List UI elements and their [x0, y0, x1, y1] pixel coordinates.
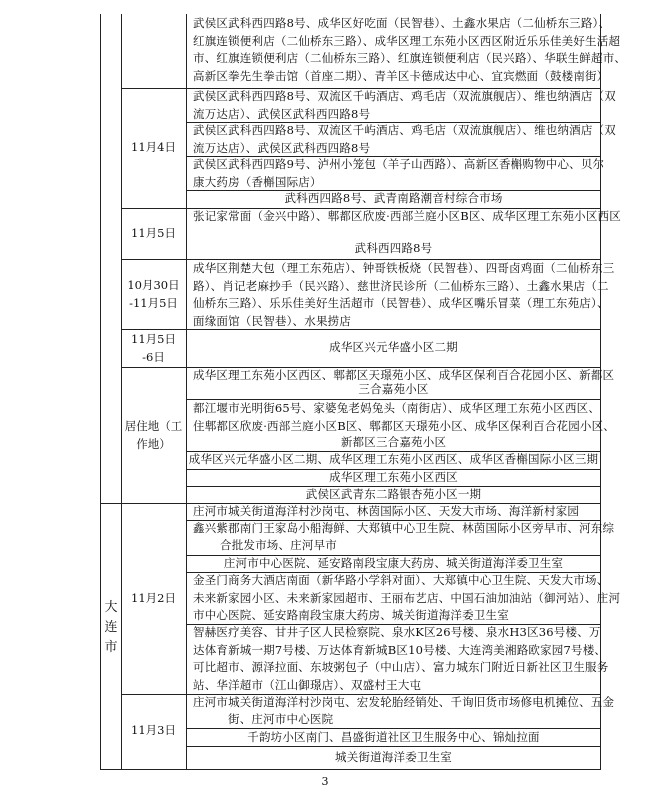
text-line: 鑫兴紫郡南门王家岛小船海鲜、大郑镇中心卫生院、林茵国际小区旁早市、河东综: [193, 521, 615, 535]
text-line: 可比超市、源泽拉面、东坡粥包子（中山店）、富力城东门附近日新社区卫生服务: [193, 660, 609, 675]
place-list-cell: [193, 156, 604, 191]
date-label: 11月4日: [131, 140, 176, 154]
text-line: 康大药房（香槲国际店）: [193, 174, 322, 189]
text-line: 红旗连锁便利店（二仙桥东三路）、成华区理工东苑小区西区附近乐乐佳美好生活超: [193, 33, 621, 48]
text-line: 武侯区武科西四路8号、双流区千屿酒店、鸡毛店（双流旗舰店）、维也纳酒店（双: [193, 123, 616, 137]
label-line: 作地）: [136, 436, 171, 451]
place-list-cell: [186, 339, 601, 357]
residence-label: [121, 418, 186, 453]
text-line: 高新区拳先生拳击馆（首座二期）、青羊区卡德成达中心、宜宾燃面（鼓楼南街）: [193, 68, 609, 83]
text-line: 武科西四路8号、武青南路潮音村综合市场: [284, 191, 503, 205]
city-char: 大: [104, 600, 118, 615]
text-line: 达体育新城一期7号楼、万达体育新城B区10号楼、大连湾美湘路欧家园7号楼、: [193, 642, 607, 657]
place-list-cell: [220, 537, 337, 555]
text-line: 武科西四路8号: [354, 241, 433, 255]
date-label: 11月3日: [131, 723, 176, 737]
place-list-cell: [186, 451, 601, 469]
label-line: 居住地（工: [124, 419, 183, 433]
text-line: 住郫都区欣废·西部兰庭小区B区、郫都区天璟苑小区、成华区保利百合花园小区、: [193, 418, 616, 433]
text-line: 成华区理工东苑小区西区、郫都区天璟苑小区、成华区保利百合花园小区、新都区: [193, 368, 615, 382]
city-char: 市: [104, 640, 118, 655]
date-label: 11月2日: [131, 591, 176, 605]
place-list-cell: [193, 208, 621, 226]
text-line: 都江堰市光明街65号、家婆兔老妈兔头（南街店）、成华区理工东苑小区西区、: [193, 401, 601, 415]
text-line: 街、庄河市中心医院: [228, 712, 334, 726]
text-line: 站、华洋超市（江山御璟店）、双盛村王大屯: [193, 677, 422, 692]
place-list-cell: [186, 486, 601, 504]
place-list-cell: [186, 240, 601, 258]
date-label: [121, 277, 186, 312]
text-line: 面缘面馆（民智巷）、水果捞店: [193, 313, 352, 328]
text-line: 成华区兴元华盛小区二期、成华区理工东苑小区西区、成华区香槲国际小区三期: [188, 452, 599, 466]
place-list-cell: [193, 260, 614, 330]
text-line: 武侯区武科西四路8号、成华区好吃面（民智巷）、土鑫水果店（二仙桥东三路）、: [193, 16, 611, 30]
place-list-cell: [186, 729, 601, 747]
place-list-cell: [186, 190, 601, 208]
place-list-cell: [193, 15, 626, 85]
city-char: 连: [104, 620, 118, 635]
text-line: 仙桥东三路）、乐乐佳美好生活超市（民智巷）、成华区嘴乐冒菜（理工东苑店）、: [193, 296, 609, 311]
text-line: 成华区兴元华盛小区二期: [329, 340, 458, 354]
place-list-cell: [193, 624, 608, 694]
place-list-cell: [228, 711, 333, 729]
date-line: -6日: [142, 349, 165, 364]
page-number: 3: [321, 775, 329, 788]
text-line: 流万达店）、武侯区武科西四路8号: [193, 106, 371, 121]
table-border-bottom: [100, 769, 601, 770]
place-list-cell: [186, 434, 601, 452]
date-label: [121, 331, 186, 366]
text-line: 成华区理工东苑小区西区: [329, 470, 458, 484]
text-line: 庄河市城关街道海洋村沙岗屯、宏发轮胎经销处、千询旧货市场修电机摊位、五金: [193, 695, 615, 709]
place-list-cell: [193, 122, 616, 157]
text-line: 新都区三合嘉苑小区: [340, 435, 447, 449]
text-line: 市中心医院、延安路南段宝康大药房、城关街道海洋委卫生室: [193, 608, 509, 623]
column-divider-city: [121, 14, 122, 770]
text-line: 未来新家园小区、未来新家园超市、王丽布艺店、中国石油加油站（御河站）、庄河: [193, 590, 621, 605]
text-line: 城关街道海洋委卫生室: [335, 750, 452, 764]
text-line: 智赫医疗美容、甘井子区人民检察院、泉水K区26号楼、泉水H3区36号楼、万: [193, 625, 601, 639]
place-list-cell: [186, 749, 601, 767]
place-list-cell: [193, 88, 616, 123]
text-line: 金圣门商务大酒店南面（新华路小学斜对面）、大郑镇中心卫生院、天发大市场、: [193, 573, 609, 587]
city-label: [101, 598, 121, 658]
date-line: 11月5日: [131, 332, 176, 346]
place-list-cell: [193, 520, 614, 538]
place-list-cell: [186, 555, 601, 573]
date-line: -11月5日: [129, 295, 178, 310]
text-line: 武侯区武科西四路8号、双流区千屿酒店、鸡毛店（双流旗舰店）、维也纳酒店（双: [193, 89, 616, 103]
text-line: 成华区荆楚大包（理工东苑店）、钟哥铁板烧（民智巷）、四哥卤鸡面（二仙桥东三: [193, 261, 615, 275]
place-list-cell: [193, 572, 620, 625]
place-list-cell: [193, 694, 614, 712]
text-line: 武侯区武青东二路银杏苑小区一期: [305, 487, 482, 501]
text-line: 庄河市中心医院、延安路南段宝康大药房、城关街道海洋委卫生室: [223, 556, 564, 570]
text-line: 张记家常面（金兴中路）、郫都区欣废·西部兰庭小区B区、成华区理工东苑小区西区: [193, 209, 621, 223]
place-list-cell: [186, 469, 601, 487]
text-line: 三合嘉苑小区: [358, 382, 429, 396]
text-line: 市、红旗连锁便利店（二仙桥东三路）、红旗连锁便利店（民兴路）、华联生鲜超市、: [193, 51, 627, 66]
text-line: 庄河市城关街道海洋村沙岗屯、林茵国际小区、天发大市场、海洋新村家园: [193, 504, 580, 518]
date-label: 11月5日: [131, 226, 176, 240]
text-line: 合批发市场、庄河早市: [220, 538, 337, 552]
text-line: 流万达店）、武侯区武科西四路8号: [193, 140, 371, 155]
place-list-cell: [186, 381, 601, 399]
text-line: 千韵坊小区南门、昌盛街道社区卫生服务中心、锦灿拉面: [247, 730, 540, 744]
place-list-cell: [193, 400, 615, 435]
text-line: 路）、肖记老麻抄手（民兴路）、慈世济民诊所（二仙桥东三路）、土鑫水果店（二: [193, 278, 609, 293]
place-list-cell: [193, 503, 579, 521]
text-line: 武侯区武科西四路9号、泸州小笼包（羊子山西路）、高新区香槲购物中心、贝尔: [193, 157, 605, 171]
date-line: 10月30日: [127, 278, 180, 292]
